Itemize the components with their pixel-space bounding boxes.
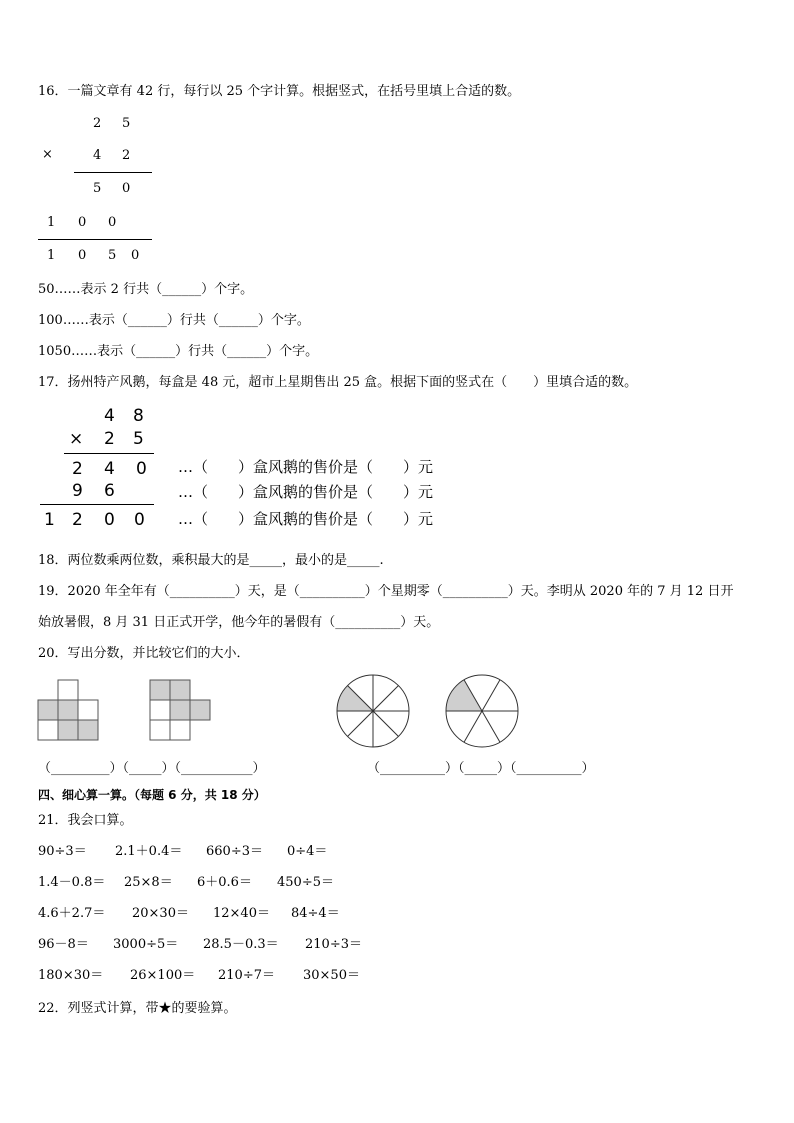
problem: 96－8＝	[38, 937, 89, 952]
digit: 5	[133, 429, 144, 449]
q20-blanks-right: （__________）（_____）（__________）	[367, 761, 595, 776]
digit: 4	[93, 148, 102, 163]
digit: 0	[78, 215, 87, 230]
q16-prompt: 16．一篇文章有 42 行，每行以 25 个字计算。根据竖式，在括号里填上合适的数。	[38, 84, 521, 99]
problem: 90÷3＝	[38, 844, 87, 859]
multiply-sign: ×	[42, 147, 53, 162]
problem: 12×40＝	[213, 906, 270, 921]
problem: 84÷4＝	[291, 906, 340, 921]
problem: 4.6＋2.7＝	[38, 906, 106, 921]
digit: 8	[133, 406, 144, 426]
q17-note-3: …（ ）盒风鹅的售价是（ ）元	[178, 510, 434, 528]
digit: 0	[131, 248, 140, 263]
digit: 1	[47, 215, 56, 230]
q16-line-2: 100……表示（______）行共（______）个字。	[38, 313, 310, 328]
circle-sixths	[444, 673, 520, 749]
q22-prompt: 22．列竖式计算，带★的要验算。	[38, 1001, 237, 1016]
problem: 210÷3＝	[305, 937, 362, 952]
grid-figure-1	[38, 680, 100, 742]
digit: 5	[122, 116, 131, 131]
problem: 2.1＋0.4＝	[115, 844, 183, 859]
digit: 0	[108, 215, 117, 230]
problem: 660÷3＝	[206, 844, 263, 859]
q20-prompt: 20．写出分数，并比较它们的大小．	[38, 646, 250, 661]
q21-prompt: 21．我会口算。	[38, 813, 133, 828]
q16-line-3: 1050……表示（______）行共（______）个字。	[38, 344, 319, 359]
q17-note-1: …（ ）盒风鹅的售价是（ ）元	[178, 458, 434, 476]
digit: 2	[122, 148, 131, 163]
digit: 5	[108, 248, 117, 263]
multiply-sign: ×	[69, 429, 84, 449]
digit: 0	[122, 181, 131, 196]
digit: 0	[104, 510, 115, 530]
calc-rule	[40, 504, 154, 505]
q16-line-1: 50……表示 2 行共（______）个字。	[38, 282, 254, 297]
problem: 450÷5＝	[277, 875, 334, 890]
problem: 0÷4＝	[287, 844, 328, 859]
q18-text: 18．两位数乘两位数，乘积最大的是_____，最小的是_____.	[38, 553, 384, 568]
problem: 180×30＝	[38, 968, 104, 983]
q19-line-2: 始放暑假，8 月 31 日正式开学，他今年的暑假有（__________）天。	[38, 615, 440, 630]
calc-rule	[38, 239, 152, 240]
problem: 30×50＝	[303, 968, 360, 983]
circle-eighths	[335, 673, 411, 749]
digit: 4	[104, 459, 115, 479]
q19-line-1: 19．2020 年全年有（__________）天，是（__________）个星期零（__________）天。李明从 2020 年的 7 月 12 日开	[38, 584, 734, 599]
digit: 1	[44, 510, 55, 530]
digit: 2	[72, 510, 83, 530]
problem: 210÷7＝	[218, 968, 275, 983]
q17-prompt: 17．扬州特产风鹅，每盒是 48 元，超市上星期售出 25 盒。根据下面的竖式在（ ）里填合适的数。	[38, 375, 638, 390]
problem: 1.4－0.8＝	[38, 875, 106, 890]
problem: 28.5－0.3＝	[203, 937, 279, 952]
digit: 9	[72, 481, 83, 501]
section-4-title: 四、细心算一算。（每题 6 分，共 18 分）	[38, 788, 266, 802]
digit: 6	[104, 481, 115, 501]
digit: 5	[93, 181, 102, 196]
problem: 6＋0.6＝	[197, 875, 252, 890]
calc-rule	[74, 172, 152, 173]
q17-note-2: …（ ）盒风鹅的售价是（ ）元	[178, 483, 434, 501]
problem: 25×8＝	[124, 875, 173, 890]
digit: 0	[136, 459, 147, 479]
q20-blanks-left: （_________）（_____）（___________）	[38, 761, 266, 776]
digit: 2	[104, 429, 115, 449]
problem: 3000÷5＝	[113, 937, 179, 952]
grid-figure-2	[150, 680, 212, 742]
problem: 26×100＝	[130, 968, 196, 983]
calc-rule	[64, 453, 154, 454]
digit: 0	[134, 510, 145, 530]
digit: 2	[93, 116, 102, 131]
problem: 20×30＝	[132, 906, 189, 921]
digit: 2	[72, 459, 83, 479]
digit: 4	[104, 406, 115, 426]
digit: 1	[47, 248, 56, 263]
digit: 0	[78, 248, 87, 263]
